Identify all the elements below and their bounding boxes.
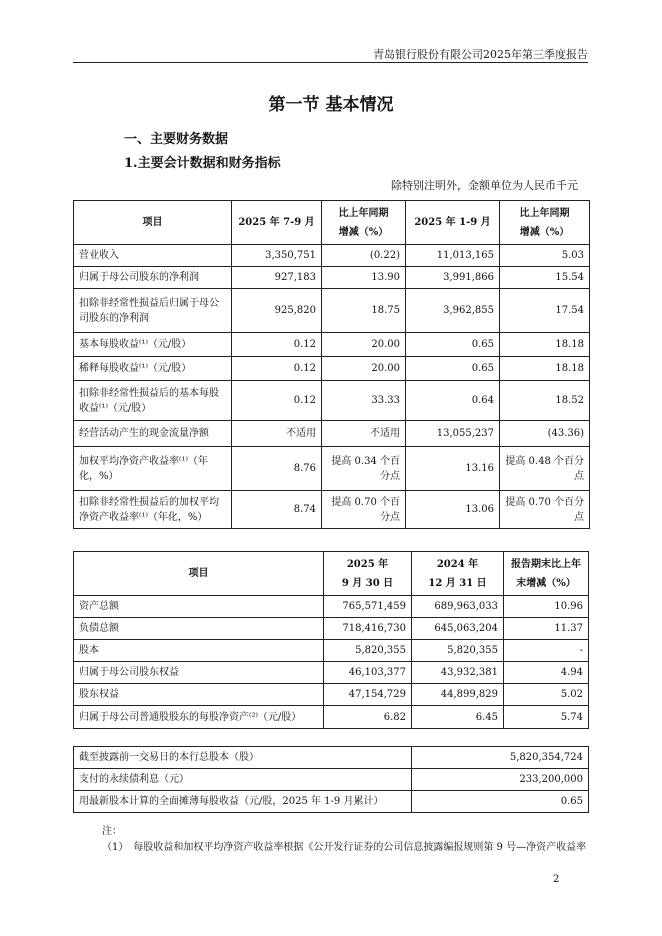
balance-sheet-table	[73, 551, 589, 729]
table-row: 用最新股本计算的全面摊薄每股收益（元/股，2025 年 1-9 月累计） 0.65	[74, 791, 589, 813]
heading-accounting-data: 1.主要会计数据和财务指标	[124, 156, 281, 171]
page-number: 2	[553, 874, 560, 885]
unit-note: 除特别注明外，金额单位为人民币千元	[391, 179, 578, 192]
table-header-row	[74, 201, 590, 245]
table-row: 扣除非经常性损益后的加权平均净资产收益率⁽¹⁾（年化，%） 8.74 提高 0.70 个百分点 13.06 提高 0.70 个百分点	[74, 491, 590, 529]
col-header-period-end: 2025 年 9 月 30 日	[324, 552, 412, 596]
table-row: 负债总额 718,416,730 645,063,204 11.37	[74, 618, 589, 640]
table-row: 加权平均净资产收益率⁽¹⁾（年化，%） 8.76 提高 0.34 个百分点 13.16 提高 0.48 个百分点	[74, 447, 590, 491]
table-row: 扣除非经常性损益后归属于母公司股东的净利润 925,820 18.75 3,962,855 17.54	[74, 289, 590, 333]
col-header-q3-change: 比上年同期 增减（%）	[322, 201, 406, 245]
table-row: 基本每股收益⁽¹⁾（元/股） 0.12 20.00 0.65 18.18	[74, 333, 590, 357]
col-header-ytd-change: 比上年同期 增减（%）	[500, 201, 590, 245]
col-header-item: 项目	[74, 552, 324, 596]
col-header-q3: 2025 年 7-9 月	[232, 201, 322, 245]
note-1: （1） 每股收益和加权平均净资产收益率根据《公开发行证券的公司信息披露编报规则第 9 号—净资产收益率	[102, 842, 587, 853]
financial-indicators-table	[73, 200, 590, 529]
table-row: 经营活动产生的现金流量净额 不适用 不适用 13,055,237 (43.36)	[74, 421, 590, 447]
share-capital-table	[73, 746, 589, 813]
col-header-item: 项目	[74, 201, 232, 245]
table-row: 归属于母公司股东权益 46,103,377 43,932,381 4.94	[74, 662, 589, 684]
table-row: 归属于母公司普通股股东的每股净资产⁽²⁾（元/股） 6.82 6.45 5.74	[74, 706, 589, 729]
report-header: 青岛银行股份有限公司2025年第三季度报告	[373, 48, 588, 61]
table-row: 股东权益 47,154,729 44,899,829 5.02	[74, 684, 589, 706]
table-row: 支付的永续债利息（元） 233,200,000	[74, 769, 589, 791]
header-divider	[73, 62, 588, 63]
table-row: 截至披露前一交易日的本行总股本（股） 5,820,354,724	[74, 747, 589, 769]
table-row: 扣除非经常性损益后的基本每股收益⁽¹⁾（元/股） 0.12 33.33 0.64 18.52	[74, 381, 590, 421]
table-header-row	[74, 552, 589, 596]
heading-main-financial-data: 一、主要财务数据	[124, 132, 229, 147]
col-header-prior-year-end: 2024 年 12 月 31 日	[412, 552, 504, 596]
col-header-change: 报告期末比上年 末增减（%）	[504, 552, 589, 596]
table-row: 归属于母公司股东的净利润 927,183 13.90 3,991,866 15.54	[74, 267, 590, 289]
table-row: 资产总额 765,571,459 689,963,033 10.96	[74, 596, 589, 618]
section-title: 第一节 基本情况	[268, 95, 394, 115]
table-row: 稀释每股收益⁽¹⁾（元/股） 0.12 20.00 0.65 18.18	[74, 357, 590, 381]
notes-label: 注：	[102, 826, 122, 837]
table-row: 营业收入 3,350,751 (0.22) 11,013,165 5.03	[74, 245, 590, 267]
table-row: 股本 5,820,355 5,820,355 -	[74, 640, 589, 662]
col-header-ytd: 2025 年 1-9 月	[406, 201, 500, 245]
